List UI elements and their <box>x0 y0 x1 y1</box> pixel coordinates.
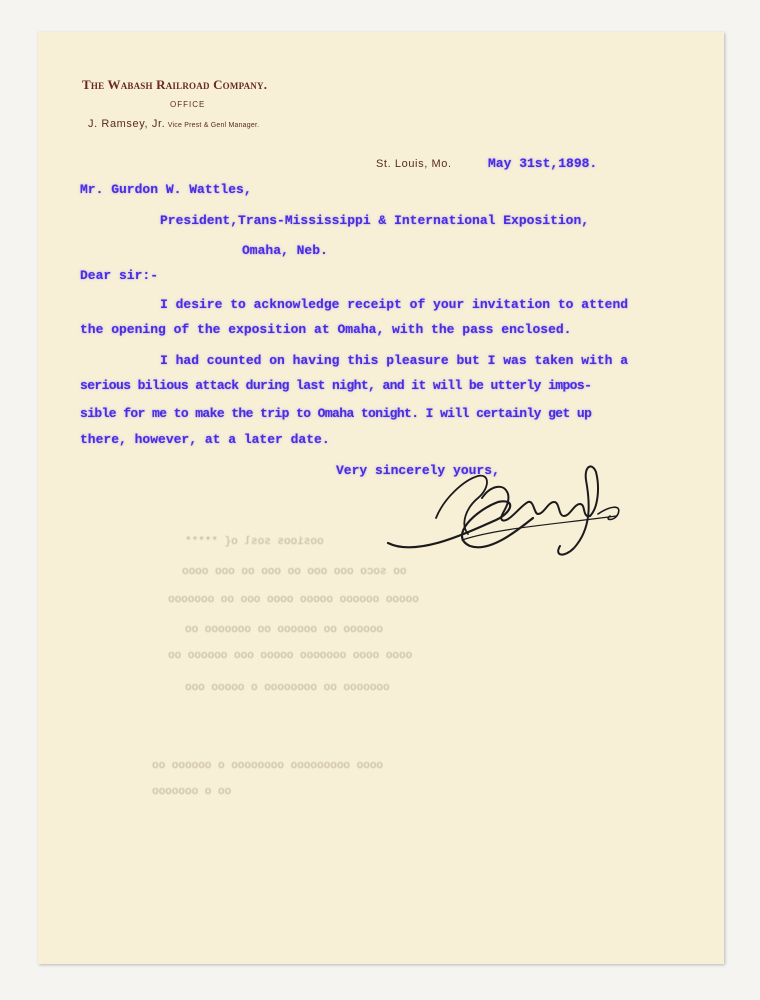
body-line-5: sible for me to make the trip to Omaha tonight. I will certainly get up <box>80 406 592 421</box>
closing: Very sincerely yours, <box>336 463 500 478</box>
body-line-1: I desire to acknowledge receipt of your invitation to attend <box>160 297 629 312</box>
recipient-name: Mr. Gurdon W. Wattles, <box>80 182 252 197</box>
body-line-3: I had counted on having this pleasure but I was taken with a <box>160 353 629 368</box>
salutation: Dear sir:- <box>80 268 159 283</box>
body-line-2: the opening of the exposition at Omaha, with the pass enclosed. <box>80 322 572 337</box>
recipient-city: Omaha, Neb. <box>242 243 328 258</box>
recipient-title: President,Trans-Mississippi & International Exposition, <box>160 213 590 228</box>
body-line-6: there, however, at a later date. <box>80 432 330 447</box>
letter-date: May 31st,1898. <box>488 156 598 171</box>
letterhead-office: OFFICE <box>170 100 206 109</box>
show-through-line: oooo ooooooooo oooooooo o oooooo oo <box>152 760 384 772</box>
show-through-line: oo soco ooo ooo oo ooo oo ooo oooo <box>182 566 407 578</box>
signature <box>378 458 638 568</box>
body-line-4: serious bilious attack during last night, and it will be utterly impos- <box>80 378 592 393</box>
letterhead-place: St. Louis, Mo. <box>376 158 452 170</box>
officer-title: Vice Prest & Genl Manager. <box>167 122 260 129</box>
letterhead-officer <box>88 118 259 130</box>
show-through-line: oooo oooo ooooooo ooooo ooo oooooo oo <box>168 650 413 662</box>
officer-name: J. Ramsey, Jr. <box>88 118 166 130</box>
show-through-line: ooooo oooooo ooooo oooo ooo oo ooooooo <box>168 594 419 606</box>
show-through-line: oo o ooooooo <box>152 786 232 798</box>
show-through-line: oooooo oo oooooo oo ooooooo oo <box>185 624 384 636</box>
show-through-line: oosioos sosl o{ ***** <box>185 536 324 548</box>
letterhead-company: The Wabash Railroad Company. <box>82 77 268 92</box>
show-through-line: ooooooo oo oooooooo o ooooo ooo <box>185 682 390 694</box>
